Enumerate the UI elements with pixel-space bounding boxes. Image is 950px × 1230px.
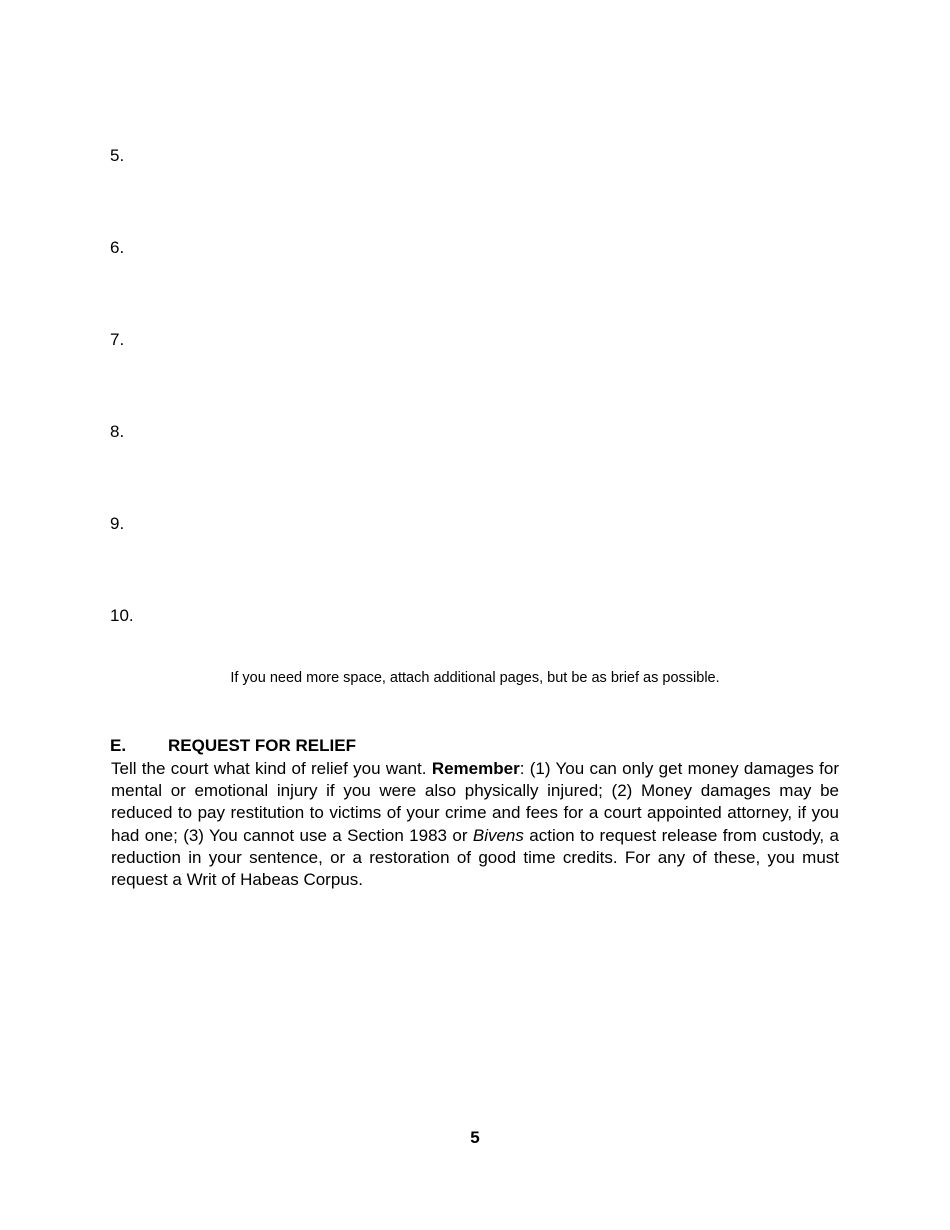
relief-text-part3: action to request release from custody, a reduction in your sentence, or a restoration of good time credits. For any of these, you must request a Writ of Habeas Corpus. (111, 825, 839, 890)
relief-instructions (111, 758, 839, 891)
list-item-number: 7. (110, 330, 125, 349)
list-item-number: 6. (110, 238, 125, 257)
list-item-number: 8. (110, 422, 125, 441)
section-title: REQUEST FOR RELIEF (168, 736, 356, 755)
additional-space-note: If you need more space, attach additional pages, but be as brief as possible. (230, 670, 720, 686)
bivens-term: Bivens (472, 825, 524, 845)
section-letter: E. (110, 736, 127, 755)
section-heading (110, 736, 356, 756)
list-item-number: 10. (110, 606, 134, 625)
relief-text-part2: : (1) You can only get money damages for mental or emotional injury if you were also physically injured; (2) Money damages may be reduced to pay restitution to victims of your crime and fees for a court appointed attorney, if you had one; (3) You cannot use a Section 1983 or (111, 759, 839, 845)
list-item-number: 5. (110, 146, 125, 165)
list-item-number: 9. (110, 514, 125, 533)
relief-text-part1: Tell the court what kind of relief you want. (111, 759, 432, 778)
remember-label: Remember (431, 759, 520, 778)
page-number: 5 (470, 1128, 480, 1147)
